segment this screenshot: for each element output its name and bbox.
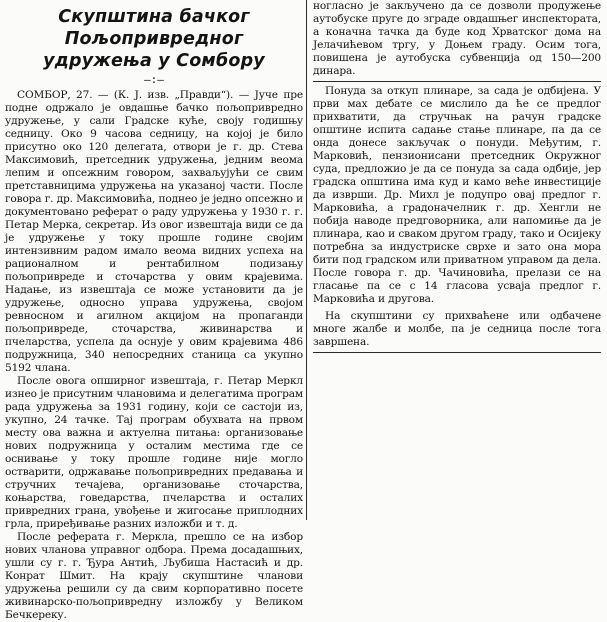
column-end-rule xyxy=(313,352,601,353)
column-divider xyxy=(306,0,307,520)
article-paragraph: На скупштини су прихваћене или одбачене многе жалбе и молбе, па је седница после тога завршена. xyxy=(313,310,601,348)
article-paragraph: После реферата г. Меркла, прешло се на избор нових чланова управног одбора. Према досадашњих, ушли су г. г. Ђура Антић, Љубиша Настасић и др. Конрат Шмит. На крају скупштине чланови удружења решили су да свим корпоративно посете живинарско-пољопривредну изложбу у Великом Бечкереку. xyxy=(5,531,303,621)
article-headline xyxy=(5,6,303,72)
article-paragraph: Понуда за откуп плинаре, за сада је одбијена. У први мах дебате се мислило да ће се предлог прихватити, да стручњак на рачун градске општине испита садање стање плинаре, па да се онда донесе закључак о понуди. Међутим, г. Марковић, пензионисани претседник Окружног суда, предложио је да се понуда за сада одбије, јер градска општина има куд и камо веће инвестиције да изврши. Др. Михл је подупро овај предлог г. Марковића, а градоначелник г. др. Хенгли не побија наводе предговорника, али напомиње да је плинара, као и сваком другом граду, тако и Осијеку потребна за индустриске сврхе и зато она мора бити под градском или приватном управом да дела. После говора г. др. Чачиновића, прелази се на гласање па се с 14 гласова усваја предлог г. Марковића и другова. xyxy=(313,85,601,305)
paragraph-rule xyxy=(313,81,601,82)
article-paragraph: ногласно је закључено да се дозволи продужење аутобуске пруге до зграде овдашњег инспектората, а коначна тачка да буде код Хрватског дома на Јелачићевом тргу, у Доњем граду. Осим тога, повишена је аутобуска субвенција од 150—200 динара. xyxy=(313,0,601,77)
headline-separator: —:— xyxy=(144,73,164,86)
left-column xyxy=(5,0,303,622)
headline-line-1: Скупштина бачког Пољопривредног xyxy=(58,7,250,49)
right-column xyxy=(313,0,601,353)
article-paragraph: После овога опширног извештаја, г. Петар Меркл изнео је присутним члановима и делегатима програм рада удружења за 1931 годину, који се састоји из, укупно, 24 тачке. Тај програм обухвата на првом месту ова важна и актуелна питања: организовање нових подружница у осталим местима где се оснивање у току прошле године није могло остварити, одржавање пољопривредних предавања и стручних течајева, организовање сточарства, коњарства, говедарства, пчеларства и осталих привредних грана, увођење и жигосање приплодних грла, приређивање разних изложби и т. д. xyxy=(5,375,303,530)
article-paragraph: СОМБОР, 27. — (К. Ј. изв. „Правди“). — Јуче пре подне одржало је овдашње бачко пољопривредно удружење, у сали Градске куће, своју годишњу седницу. Око 9 часова седницу, на којој је било присутно око 120 делегата, отвори је г. др. Стева Максимовић, претседник удружења, једним веома лепим и опсежним говором, захваљујући се свим претставницима удружења на указаној части. После говора г. др. Максимовића, поднео је једно опсежно и документовано реферат о раду удружења у 1930 г. г. Петар Мерка, секретар. Из овог извештаја види се да је удружење у току прошле године својим интензивним радом имало веома видних успеха на рационалном и рентабилном подизању пољопривреде и сточарства у овим крајевима. Надање, из извештаја се може установити да је удружење, односно управа удружења, својом ревносном и агилном акцијом на пропаганди пољопривреде, сточарства, живинарства и пчеларства, успела да оснује у овим крајевима 486 подружница, 340 непосредних станица са укупно 5192 члана. xyxy=(5,89,303,374)
headline-line-2: удружења у Сомбору xyxy=(43,51,265,71)
